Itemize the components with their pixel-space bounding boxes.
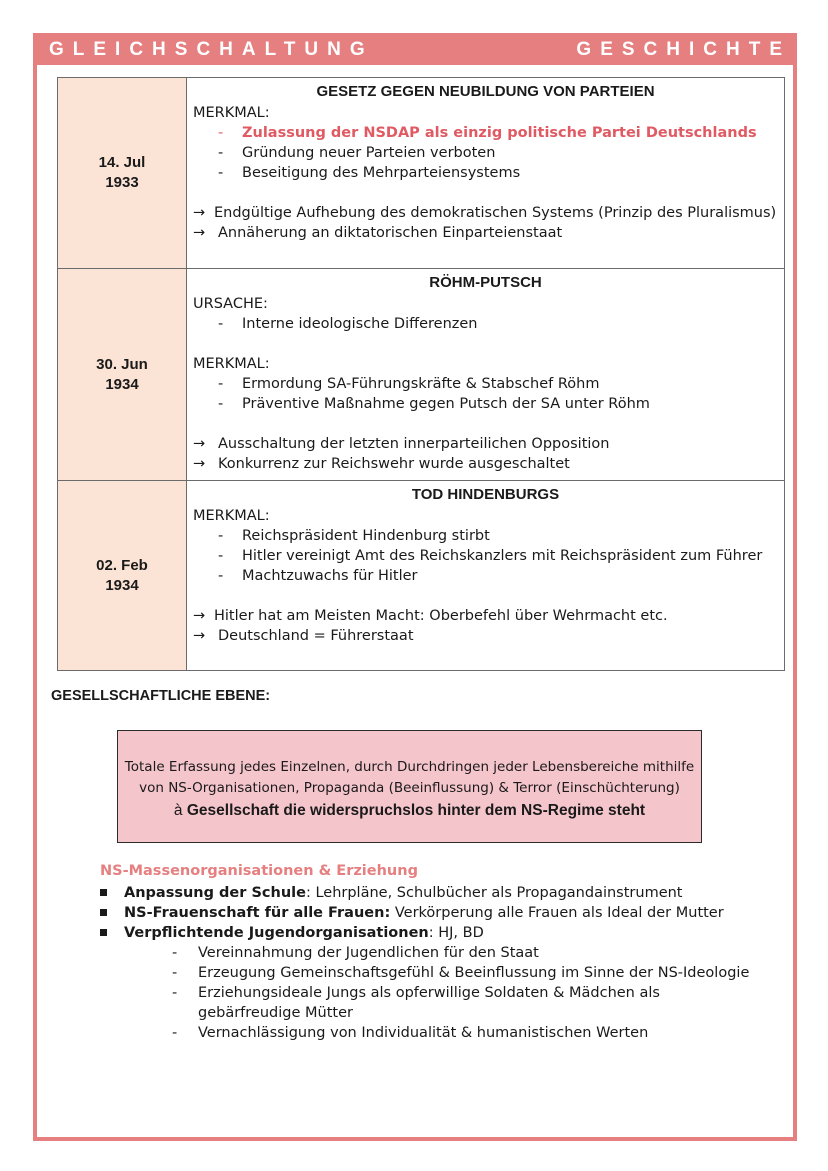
- list-item: - Ermordung SA-Führungskräfte & Stabschef Röhm: [193, 374, 778, 394]
- list-item: - Machtzuwachs für Hitler: [193, 566, 778, 586]
- event-content: [187, 481, 785, 671]
- conclusion-text: Ausschaltung der letzten innerparteilichen Opposition: [218, 436, 610, 452]
- item-text: : HJ, BD: [428, 925, 484, 941]
- conclusion-item: [193, 454, 778, 474]
- summary-line: Totale Erfassung jedes Einzelnen, durch Durchdringen jeder Lebensbereiche mithilfe: [124, 759, 695, 775]
- square-bullet-icon: [100, 909, 107, 916]
- event-date-year: 1933: [105, 174, 139, 191]
- section-label: MERKMAL:: [193, 508, 270, 524]
- conclusion-item: [193, 606, 778, 626]
- subsection-title: NS-Massenorganisationen & Erziehung: [100, 863, 418, 879]
- event-date-day: 14. Jul: [98, 154, 146, 171]
- conclusion-item: [193, 223, 778, 243]
- list-item: [100, 883, 790, 903]
- event-content: [187, 78, 785, 269]
- conclusion-item: [193, 203, 778, 223]
- item-label: Verpflichtende Jugendorganisationen: [124, 925, 429, 941]
- conclusion-text: Endgültige Aufhebung des demokratischen Systems (Prinzip des Pluralismus): [214, 205, 777, 221]
- item-label: Anpassung der Schule: [124, 885, 306, 901]
- square-bullet-icon: [100, 929, 107, 936]
- arrow-icon: →: [193, 628, 206, 644]
- event-date-day: 02. Feb: [96, 556, 148, 574]
- conclusion-item: [193, 626, 778, 646]
- sub-list: [100, 943, 790, 1043]
- list-item: - Reichspräsident Hindenburg stirbt: [193, 526, 778, 546]
- summary-prefix: à: [173, 802, 183, 819]
- organisation-list: [100, 883, 790, 1043]
- bullet-list: [193, 526, 778, 586]
- summary-line: von NS-Organisationen, Propaganda (Beeinflussung) & Terror (Einschüchterung): [139, 780, 680, 796]
- event-content: [187, 269, 785, 481]
- arrow-icon: →: [193, 205, 206, 221]
- list-item: - Beseitigung des Mehrparteiensystems: [193, 163, 778, 183]
- item-text: : Lehrpläne, Schulbücher als Propagandainstrument: [305, 885, 683, 901]
- event-date: [58, 78, 187, 269]
- summary-box: [117, 730, 702, 843]
- arrow-icon: →: [193, 436, 206, 452]
- conclusion-text: Deutschland = Führerstaat: [218, 628, 414, 644]
- header-title-left: GLEICHSCHALTUNG: [49, 39, 374, 60]
- list-item: - Hitler vereinigt Amt des Reichskanzlers mit Reichspräsident zum Führer: [193, 546, 778, 566]
- item-text: Verkörperung alle Frauen als Ideal der Mutter: [390, 905, 724, 921]
- event-title: RÖHM-PUTSCH: [429, 274, 542, 291]
- section-label: MERKMAL:: [193, 105, 270, 121]
- list-item: - Präventive Maßnahme gegen Putsch der SA unter Röhm: [193, 394, 778, 414]
- conclusion-item: [193, 434, 778, 454]
- event-date-day: 30. Jun: [96, 355, 148, 373]
- sub-list-item: - Erzeugung Gemeinschaftsgefühl & Beeinflussung im Sinne der NS-Ideologie: [100, 963, 790, 983]
- square-bullet-icon: [100, 889, 107, 896]
- sub-list-item: - Vernachlässigung von Individualität & humanistischen Werten: [100, 1023, 790, 1043]
- event-date: [58, 269, 187, 481]
- list-item: [100, 923, 790, 943]
- conclusion-text: Hitler hat am Meisten Macht: Oberbefehl über Wehrmacht etc.: [214, 608, 668, 624]
- item-label: NS-Frauenschaft für alle Frauen:: [124, 905, 391, 921]
- event-date-year: 1934: [105, 576, 139, 594]
- arrow-icon: →: [193, 608, 206, 624]
- summary-conclusion: [118, 799, 701, 822]
- event-date: [58, 481, 187, 671]
- sub-list-item: - Vereinnahmung der Jugendlichen für den Staat: [100, 943, 790, 963]
- list-item: - Gründung neuer Parteien verboten: [193, 143, 778, 163]
- list-item: - Zulassung der NSDAP als einzig politische Partei Deutschlands: [193, 123, 778, 143]
- summary-conclusion-text: Gesellschaft die widerspruchslos hinter dem NS-Regime steht: [186, 802, 646, 819]
- section-heading: GESELLSCHAFTLICHE EBENE:: [51, 688, 271, 704]
- page-header: [33, 33, 797, 65]
- arrow-icon: →: [193, 456, 206, 472]
- bullet-list: [193, 314, 778, 334]
- list-item: [100, 903, 790, 923]
- sub-list-item: - Erziehungsideale Jungs als opferwillige Soldaten & Mädchen als gebärfreudige Mütter: [100, 983, 790, 1023]
- list-item: - Interne ideologische Differenzen: [193, 314, 778, 334]
- conclusion-text: Konkurrenz zur Reichswehr wurde ausgeschaltet: [218, 456, 570, 472]
- header-title-right: GESCHICHTE: [576, 39, 791, 60]
- section-label: URSACHE:: [193, 296, 268, 312]
- bullet-list: [193, 123, 778, 183]
- section-label: MERKMAL:: [193, 356, 270, 372]
- event-date-year: 1934: [105, 375, 139, 393]
- bullet-list: [193, 374, 778, 414]
- event-title: TOD HINDENBURGS: [411, 486, 560, 503]
- conclusion-text: Annäherung an diktatorischen Einparteienstaat: [218, 225, 563, 241]
- event-row: [58, 481, 785, 671]
- event-row: [58, 78, 785, 269]
- event-row: [58, 269, 785, 481]
- event-title: GESETZ GEGEN NEUBILDUNG VON PARTEIEN: [316, 83, 655, 100]
- event-table: [57, 77, 785, 671]
- arrow-icon: →: [193, 225, 206, 241]
